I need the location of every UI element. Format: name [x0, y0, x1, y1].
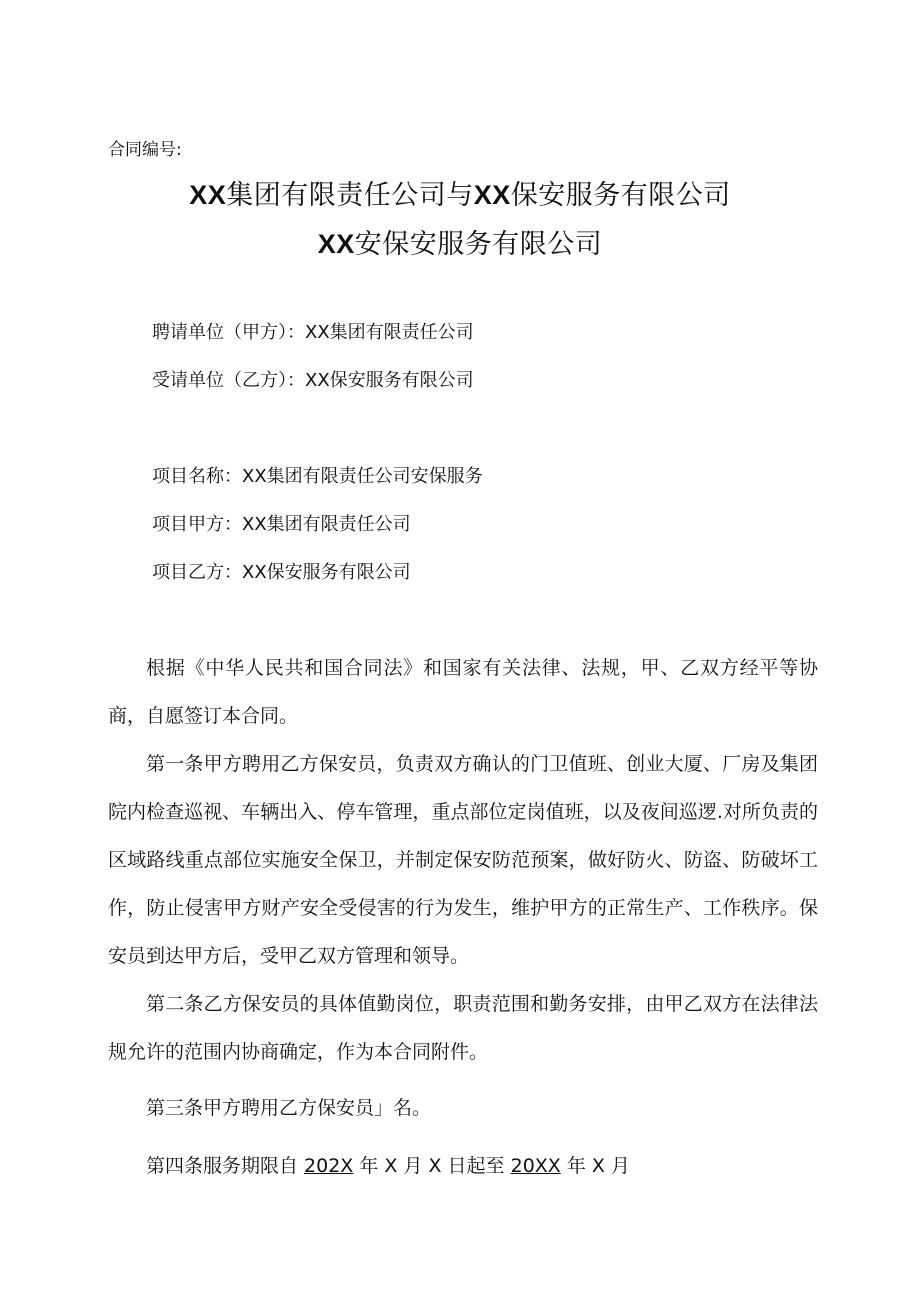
title-text-1: 集团有限责任公司与: [226, 180, 474, 211]
article-4-text-2: 年 X 月 X 日起至: [353, 1155, 511, 1177]
article-3-paragraph: 第三条甲方聘用乙方保安员」名。: [146, 1097, 432, 1119]
document-title-line-1: [0, 176, 920, 215]
party-a-line: 聘请单位（甲方）：XX集团有限责任公司: [152, 322, 474, 343]
article-4-start-year: 202X: [304, 1155, 354, 1177]
contract-number-label: 合同编号:: [108, 140, 182, 160]
article-4-text-3: 年 X 月: [560, 1155, 630, 1177]
article-1-paragraph: 第一条甲方聘用乙方保安员，负责双方确认的门卫值班、创业大厦、厂房及集团院内检查巡视、车辆出入、停车管理，重点部位定岗值班，以及夜间巡逻.对所负责的区域路线重点部位实施安全保卫，并制定保安防范预案，做好防火、防盗、防破坏工作，防止侵害甲方财产安全受侵害的行为发生，维护甲方的正常生产、工作秩序。保安员到达甲方后，受甲乙双方管理和领导。: [108, 753, 818, 967]
article-2-paragraph: 第二条乙方保安员的具体值勤岗位，职责范围和勤务安排，由甲乙双方在法律法规允许的范围内协商确定，作为本合同附件。: [108, 993, 818, 1063]
article-4-text-1: 第四条服务期限自: [146, 1155, 305, 1177]
title-xx-3: XX: [317, 229, 355, 259]
project-name-line: 项目名称：XX集团有限责任公司安保服务: [152, 466, 483, 487]
document-title-line-2: [0, 225, 920, 264]
article-4-end-year: 20XX: [510, 1155, 561, 1177]
project-party-a-line: 项目甲方：XX集团有限责任公司: [152, 514, 411, 535]
article-4-paragraph: [108, 1142, 818, 1190]
title-xx-1: XX: [189, 180, 227, 210]
party-b-line: 受请单位（乙方）：XX保安服务有限公司: [152, 370, 474, 391]
title-xx-2: XX: [473, 180, 511, 210]
title-text-2: 保安服务有限公司: [510, 180, 731, 211]
title-text-3: 安保安服务有限公司: [354, 229, 603, 260]
intro-paragraph: 根据《中华人民共和国合同法》和国家有关法律、法规，甲、乙双方经平等协商，自愿签订本合同。: [108, 657, 818, 727]
project-party-b-line: 项目乙方：XX保安服务有限公司: [152, 562, 411, 583]
